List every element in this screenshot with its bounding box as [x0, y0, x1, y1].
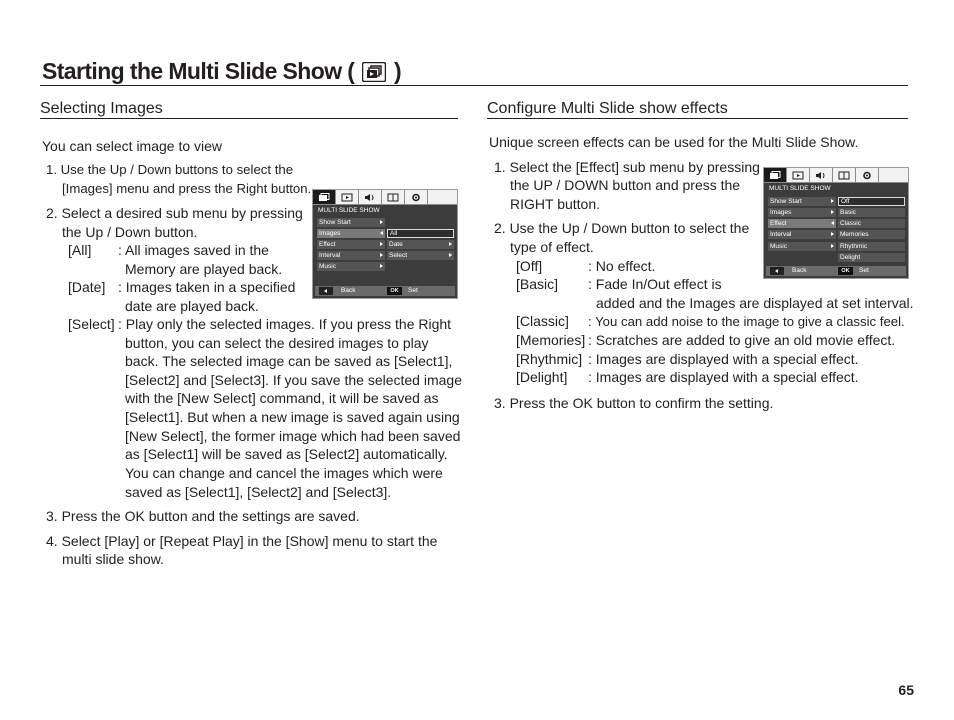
- screen-body: [764, 183, 908, 278]
- page-number: 65: [898, 682, 914, 698]
- title-divider: [40, 85, 908, 86]
- left-step4-line1: 4. Select [Play] or [Repeat Play] in the [Show] menu to start the: [46, 533, 438, 549]
- option-select-desc-line: [New Select], the former image which had been saved: [125, 428, 461, 444]
- right-step1-line3: RIGHT button.: [510, 196, 601, 212]
- back-arrow-icon: [319, 287, 333, 295]
- effect-desc: : Scratches are added to give an old movie effect.: [588, 332, 896, 348]
- option-date-desc2: date are played back.: [125, 298, 259, 314]
- screen-header: MULTI SLIDE SHOW: [318, 207, 380, 214]
- option-all-key: [All]: [68, 242, 92, 258]
- screen-menu-item: Interval: [768, 230, 836, 239]
- option-select-desc-line: : Play only the selected images. If you press the Right: [118, 316, 452, 332]
- option-select-desc-line: back. The selected image can be saved as [Select1],: [125, 353, 453, 369]
- effect-desc-continued: added and the Images are displayed at set interval.: [596, 295, 914, 311]
- multi-slide-show-icon: [362, 61, 386, 88]
- left-step1-line2: [Images] menu and press the Right button.: [62, 181, 312, 196]
- back-label: Back: [792, 267, 807, 274]
- section-divider-left: [40, 118, 458, 119]
- screen-menu-item: Music: [768, 242, 836, 251]
- right-step2-line1: 2. Use the Up / Down button to select the: [494, 220, 750, 236]
- effect-desc: : You can add noise to the image to give a classic feel.: [588, 314, 905, 329]
- effect-key: [Delight]: [516, 369, 568, 385]
- screen-menu-item: Effect: [317, 240, 385, 249]
- left-step4-line2: multi slide show.: [62, 551, 164, 567]
- screen-menu-item: Show Start: [768, 197, 836, 206]
- play-tab-icon: [336, 190, 359, 204]
- right-step3: 3. Press the OK button to confirm the setting.: [494, 395, 774, 411]
- screen-submenu-item: Date: [387, 240, 454, 249]
- screen-tab-bar: [764, 168, 908, 183]
- screen-header: MULTI SLIDE SHOW: [769, 185, 831, 192]
- option-select-desc-line: as [Select1] will be saved as [Select2] automatically.: [125, 446, 448, 462]
- set-label: Set: [408, 287, 418, 294]
- effect-key: [Rhythmic]: [516, 351, 583, 367]
- section-divider-right: [487, 118, 908, 119]
- left-step2-line2: the Up / Down button.: [62, 224, 198, 240]
- option-select-desc-line: [Select2] and [Select3]. If you save the selected image: [125, 372, 462, 388]
- effect-key: [Memories]: [516, 332, 586, 348]
- effect-desc: : No effect.: [588, 258, 656, 274]
- back-label: Back: [341, 287, 356, 294]
- option-select-key: [Select]: [68, 316, 115, 332]
- left-intro: You can select image to view: [42, 138, 223, 154]
- section-heading-selecting-images: Selecting Images: [40, 100, 163, 117]
- option-date-desc1: : Images taken in a specified: [118, 279, 296, 295]
- sound-tab-icon: [810, 168, 833, 182]
- option-select-desc-line: saved as [Select1], [Select2] and [Select3].: [125, 484, 392, 500]
- option-all-desc2: Memory are played back.: [125, 261, 283, 277]
- option-date-key: [Date]: [68, 279, 106, 295]
- right-step1-line2: the UP / DOWN button and press the: [510, 177, 741, 193]
- option-select-desc-line: [Select1]. But when a new image is saved again using: [125, 409, 460, 425]
- screen-submenu-item: Memories: [838, 230, 905, 239]
- settings-tab-icon: [405, 190, 428, 204]
- left-step3: 3. Press the OK button and the settings are saved.: [46, 508, 360, 524]
- page-title-prefix: Starting the Multi Slide Show (: [42, 58, 355, 84]
- page-title: [42, 58, 401, 88]
- back-arrow-icon: [770, 267, 784, 275]
- screen-menu-item-selected: Images: [317, 229, 385, 238]
- option-select-desc-line: button, you can select the desired images to play: [125, 335, 429, 351]
- play-tab-icon: [787, 168, 810, 182]
- effect-desc: : Images are displayed with a special effect.: [588, 369, 859, 385]
- ok-badge: OK: [838, 267, 853, 275]
- screen-footer: [766, 266, 906, 276]
- screen-submenu-item: Classic: [838, 219, 905, 228]
- screen-menu-item: Interval: [317, 251, 385, 260]
- page-title-suffix: ): [393, 58, 401, 84]
- screen-menu-item: Music: [317, 262, 385, 271]
- print-tab-icon: [833, 168, 856, 182]
- effect-key: [Basic]: [516, 276, 559, 292]
- option-select-desc-line: with the [New Select] command, it will be saved as: [125, 390, 439, 406]
- screen-menu-item: Show Start: [317, 218, 385, 227]
- option-all-desc1: : All images saved in the: [118, 242, 269, 258]
- screen-menu-item: Images: [768, 208, 836, 217]
- screen-submenu-item: Rhythmic: [838, 242, 905, 251]
- screen-footer: [315, 286, 455, 296]
- option-select-desc-line: You can change and cancel the images which were: [125, 465, 443, 481]
- set-label: Set: [859, 267, 869, 274]
- camera-screen-images-menu: [312, 189, 458, 299]
- effect-key: [Off]: [516, 258, 543, 274]
- screen-body: [313, 205, 457, 298]
- screen-menu-item-selected: Effect: [768, 219, 836, 228]
- multi-slide-tab-icon: [313, 190, 336, 204]
- screen-submenu-item-highlighted: All: [387, 229, 454, 238]
- screen-submenu-item: Select: [387, 251, 454, 260]
- camera-screen-effect-menu: [763, 167, 909, 279]
- screen-tab-bar: [313, 190, 457, 205]
- effect-desc: : Images are displayed with a special effect.: [588, 351, 859, 367]
- multi-slide-tab-icon: [764, 168, 787, 182]
- print-tab-icon: [382, 190, 405, 204]
- left-step1-line1: 1. Use the Up / Down buttons to select the: [46, 162, 294, 177]
- ok-badge: OK: [387, 287, 402, 295]
- screen-submenu-item: Delight: [838, 253, 905, 262]
- settings-tab-icon: [856, 168, 879, 182]
- right-step1-line1: 1. Select the [Effect] sub menu by pressing: [494, 159, 760, 175]
- screen-submenu-item-highlighted: Off: [838, 197, 905, 206]
- effect-desc: : Fade In/Out effect is: [588, 276, 722, 292]
- screen-submenu-item: Basic: [838, 208, 905, 217]
- left-step2-line1: 2. Select a desired sub menu by pressing: [46, 205, 303, 221]
- right-intro: Unique screen effects can be used for the Multi Slide Show.: [489, 134, 859, 150]
- sound-tab-icon: [359, 190, 382, 204]
- right-step2-line2: type of effect.: [510, 239, 594, 255]
- section-heading-configure-effects: Configure Multi Slide show effects: [487, 100, 728, 117]
- effect-key: [Classic]: [516, 313, 569, 329]
